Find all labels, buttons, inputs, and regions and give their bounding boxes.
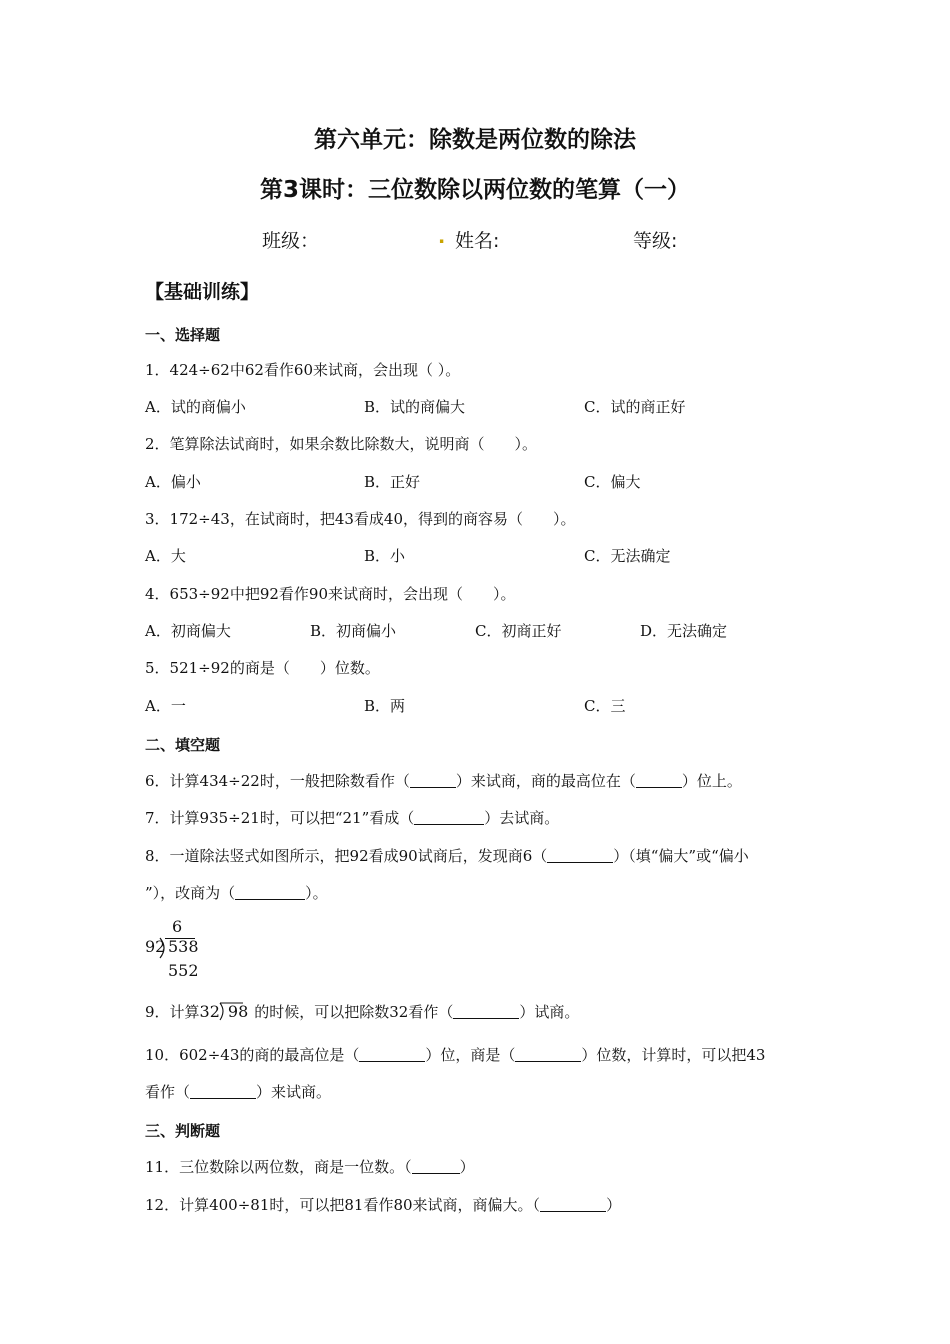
figure-divisor: 92 (145, 937, 166, 956)
answer-blank[interactable] (410, 773, 456, 788)
question-1: 1．424÷62中62看作60来试商，会出现（ ）。 (145, 361, 461, 379)
inline-division-bracket (219, 1000, 243, 1022)
answer-blank[interactable] (190, 1084, 256, 1099)
q2-option-c: C．偏大 (584, 473, 641, 491)
q1-option-b: B．试的商偏大 (364, 398, 466, 416)
question-10-continued: 看作（ ）来试商。 (145, 1083, 332, 1101)
figure-dividend: 538 (168, 937, 199, 956)
answer-blank[interactable] (547, 848, 613, 863)
question-10: 10．602÷43的商的最高位是（ ）位，商是（ ）位数，计算时，可以把43 (145, 1046, 766, 1064)
answer-blank[interactable] (359, 1047, 425, 1062)
answer-blank[interactable] (636, 773, 682, 788)
q5-option-c: C．三 (584, 697, 626, 715)
answer-blank[interactable] (540, 1197, 606, 1212)
question-4: 4．653÷92中把92看作90来试商时，会出现（ ）。 (145, 585, 516, 603)
question-8: 8．一道除法竖式如图所示，把92看成90试商后，发现商6（ ）（填“偏大”或“偏小 (145, 847, 749, 865)
figure-product: 552 (168, 961, 199, 980)
grade-label: 等级: (633, 230, 678, 252)
q4-option-b: B．初商偏小 (310, 622, 397, 640)
unit-title: 第六单元：除数是两位数的除法 (314, 127, 636, 153)
q2-option-a: A．偏小 (145, 473, 201, 491)
class-label: 班级： (262, 230, 320, 252)
inline-divisor: 32 (199, 1002, 220, 1021)
lesson-title: 第3课时：三位数除以两位数的笔算（一） (259, 177, 690, 203)
question-11: 11．三位数除以两位数，商是一位数。（ ） (145, 1158, 475, 1176)
inline-dividend: 98 (227, 1002, 249, 1021)
answer-blank[interactable] (453, 1004, 519, 1019)
question-2: 2．笔算除法试商时，如果余数比除数大，说明商（ ）。 (145, 435, 538, 453)
question-8-continued: ”），改商为（ ）。 (145, 884, 328, 902)
q4-option-a: A．初商偏大 (145, 622, 231, 640)
separator-dot: . (438, 226, 446, 248)
answer-blank[interactable] (515, 1047, 581, 1062)
fill-section-heading: 二、填空题 (145, 736, 221, 754)
q3-option-b: B．小 (364, 547, 406, 565)
question-6: 6．计算434÷22时，一般把除数看作（ ）来试商，商的最高位在（ ）位上。 (145, 772, 742, 790)
question-5: 5．521÷92的商是（ ）位数。 (145, 659, 380, 677)
q3-option-a: A．大 (145, 547, 186, 565)
q5-option-b: B．两 (364, 697, 406, 715)
answer-blank[interactable] (412, 1159, 460, 1174)
student-info-row (0, 226, 950, 256)
judge-section-heading: 三、判断题 (145, 1122, 221, 1140)
inline-division (222, 1002, 248, 1022)
figure-quotient: 6 (172, 917, 183, 936)
q4-option-d: D．无法确定 (640, 622, 728, 640)
question-12: 12．计算400÷81时，可以把81看作80来试商，商偏大。（ ） (145, 1196, 622, 1214)
q4-option-c: C．初商正好 (475, 622, 562, 640)
basic-training-heading: 【基础训练】 (145, 281, 260, 303)
question-3: 3．172÷43，在试商时，把43看成40，得到的商容易（ ）。 (145, 510, 576, 528)
answer-blank[interactable] (235, 885, 305, 900)
q1-option-c: C．试的商正好 (584, 398, 686, 416)
question-9: 9．计算32 98 的时候，可以把除数32看作（ ）试商。 (145, 1002, 580, 1021)
q2-option-b: B．正好 (364, 473, 421, 491)
question-7: 7．计算935÷21时，可以把“21”看成（ ）去试商。 (145, 809, 560, 827)
q5-option-a: A．一 (145, 697, 186, 715)
q1-option-a: A．试的商偏小 (145, 398, 246, 416)
choice-section-heading: 一、选择题 (145, 326, 221, 344)
name-label: 姓名: (455, 230, 500, 252)
answer-blank[interactable] (414, 810, 484, 825)
q3-option-c: C．无法确定 (584, 547, 671, 565)
